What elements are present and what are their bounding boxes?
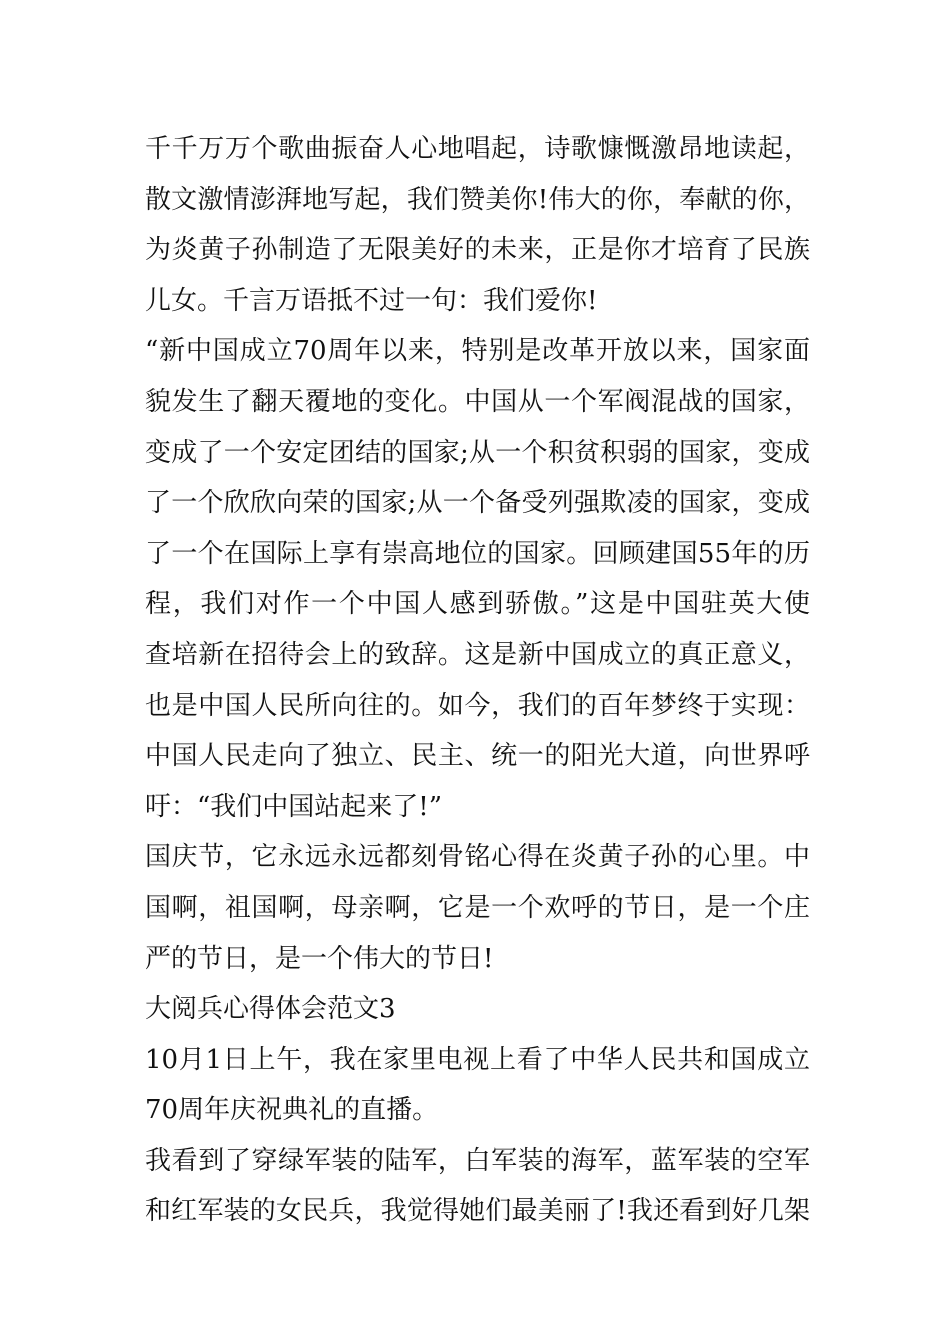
text-line: 和红军装的女民兵，我觉得她们最美丽了!我还看到好几架: [145, 1196, 810, 1227]
document-body: [145, 124, 810, 1237]
text-line: 国庆节，它永远永远都刻骨铭心得在炎黄子孙的心里。中: [145, 842, 810, 873]
text-line: 了一个在国际上享有崇高地位的国家。回顾建国55年的历: [145, 538, 810, 569]
text-line: 了一个欣欣向荣的国家;从一个备受列强欺凌的国家，变成: [145, 488, 810, 519]
text-line: 为炎黄子孙制造了无限美好的未来，正是你才培育了民族: [145, 235, 810, 266]
text-line: 10月1日上午，我在家里电视上看了中华人民共和国成立: [145, 1044, 810, 1075]
section-heading: [145, 984, 810, 1035]
heading-text: 大阅兵心得体会范文3: [145, 994, 396, 1025]
text-line: 70周年庆祝典礼的直播。: [145, 1095, 439, 1126]
text-line: 国啊，祖国啊，母亲啊，它是一个欢呼的节日，是一个庄: [145, 892, 810, 923]
text-line: 查培新在招待会上的致辞。这是新中国成立的真正意义，: [145, 639, 810, 670]
paragraph-1: [145, 124, 810, 326]
text-line: 儿女。千言万语抵不过一句：我们爱你!: [145, 285, 598, 316]
text-line: 我看到了穿绿军装的陆军，白军装的海军，蓝军装的空军: [145, 1145, 810, 1176]
text-line: 千千万万个歌曲振奋人心地唱起，诗歌慷慨激昂地读起，: [145, 134, 810, 164]
text-line: 变成了一个安定团结的国家;从一个积贫积弱的国家，变成: [145, 437, 810, 468]
text-line: 程，我们对作一个中国人感到骄傲。”这是中国驻英大使: [145, 589, 810, 620]
paragraph-4: [145, 1035, 810, 1136]
text-line: 吁：“我们中国站起来了!”: [145, 791, 443, 822]
paragraph-2: [145, 326, 810, 832]
paragraph-3: [145, 832, 810, 984]
text-line: “新中国成立70周年以来，特别是改革开放以来，国家面: [145, 336, 810, 367]
text-line: 中国人民走向了独立、民主、统一的阳光大道，向世界呼: [145, 741, 810, 772]
text-line: 严的节日，是一个伟大的节日!: [145, 943, 494, 974]
paragraph-5: [145, 1136, 810, 1237]
text-line: 散文激情澎湃地写起，我们赞美你!伟大的你，奉献的你，: [145, 184, 810, 215]
text-line: 也是中国人民所向往的。如今，我们的百年梦终于实现：: [145, 690, 810, 721]
text-line: 貌发生了翻天覆地的变化。中国从一个军阀混战的国家，: [145, 386, 810, 417]
